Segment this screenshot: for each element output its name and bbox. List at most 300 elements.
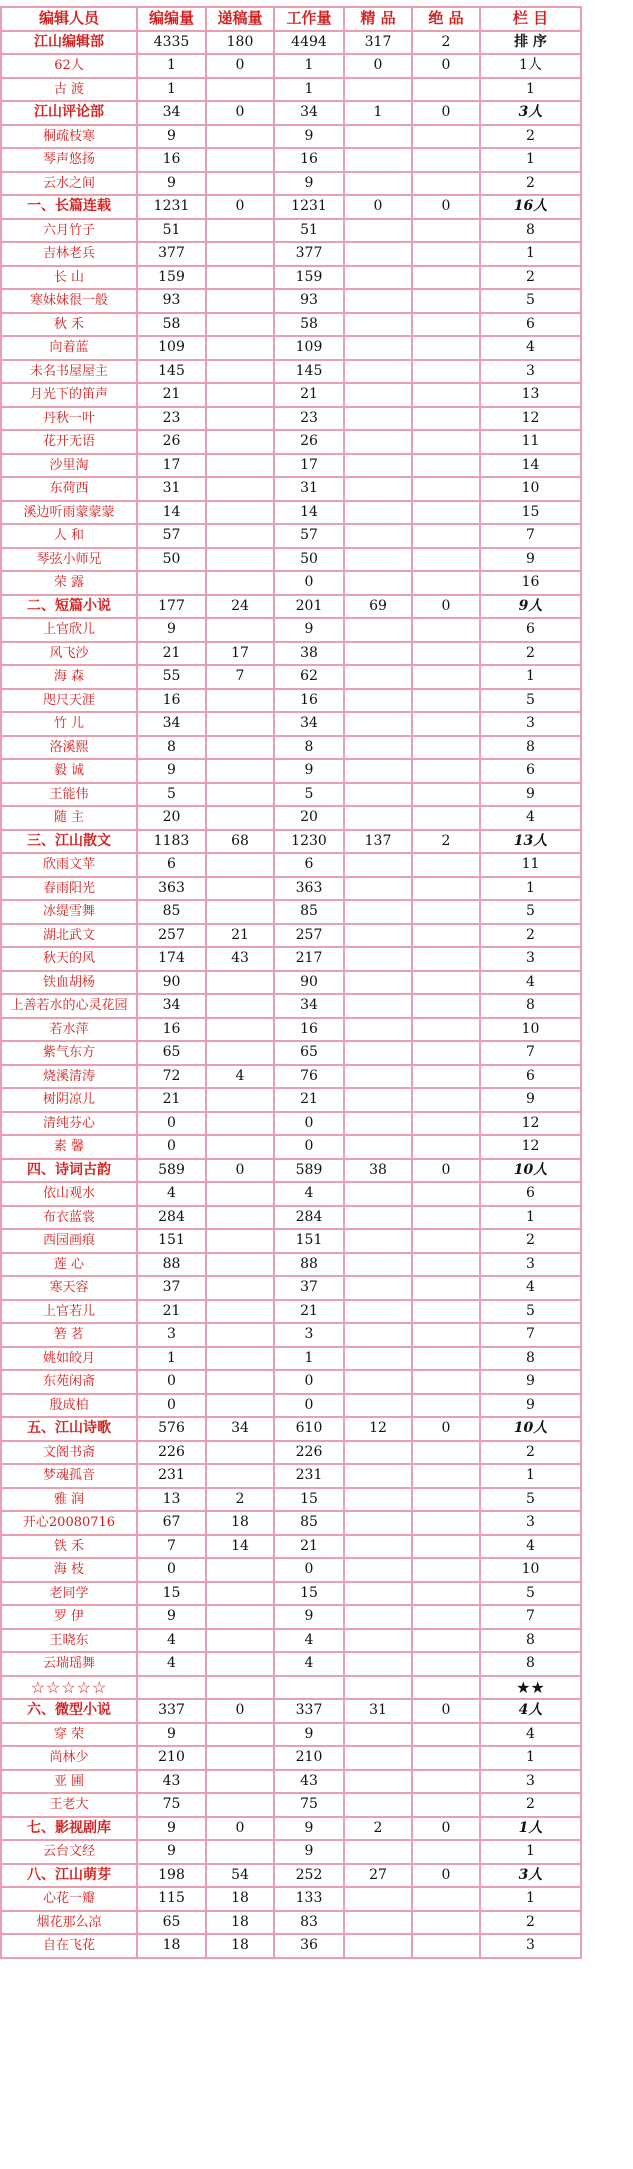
section-row [1,1417,581,1441]
excellent-count-cell [412,1582,480,1606]
table-row [1,783,581,807]
name-cell: 琴弦小师兄 [1,548,137,572]
workload-cell: 9 [274,172,344,196]
table-row [1,736,581,760]
workload-cell: 1 [274,78,344,102]
rank-cell: 5 [480,1300,581,1324]
fine-count-cell [344,1041,412,1065]
workload-cell: 226 [274,1441,344,1465]
table-row [1,971,581,995]
workload-cell [274,1676,344,1700]
fine-count-cell [344,1605,412,1629]
excellent-count-cell [412,219,480,243]
edited-count-cell: 31 [137,477,206,501]
edited-count-cell: 8 [137,736,206,760]
rank-cell: 1 [480,242,581,266]
submitted-count-cell: 0 [206,1159,274,1183]
rank-cell: 4 [480,971,581,995]
name-cell: 烧溪清涛 [1,1065,137,1089]
excellent-count-cell [412,289,480,313]
name-cell: 溪边听雨蒙蒙蒙 [1,501,137,525]
edited-count-cell: 21 [137,383,206,407]
excellent-count-cell [412,1206,480,1230]
excellent-count-cell [412,1041,480,1065]
excellent-count-cell [412,501,480,525]
edited-count-cell: 67 [137,1511,206,1535]
section-row [1,830,581,854]
excellent-count-cell: 0 [412,101,480,125]
divider-row [1,1676,581,1700]
table-row [1,1300,581,1324]
name-cell: 五、江山诗歌 [1,1417,137,1441]
name-cell: 东苑闲斋 [1,1370,137,1394]
excellent-count-cell [412,971,480,995]
header-row [1,7,581,31]
excellent-count-cell [412,407,480,431]
fine-count-cell [344,712,412,736]
edited-count-cell [137,571,206,595]
name-cell: 秋天的风 [1,947,137,971]
edited-count-cell: 4335 [137,31,206,55]
excellent-count-cell [412,172,480,196]
excellent-count-cell [412,1676,480,1700]
edited-count-cell: 13 [137,1488,206,1512]
submitted-count-cell [206,289,274,313]
edited-count-cell: 589 [137,1159,206,1183]
excellent-count-cell [412,900,480,924]
workload-cell: 159 [274,266,344,290]
fine-count-cell [344,736,412,760]
table-row [1,1182,581,1206]
table-row [1,172,581,196]
rank-cell: 6 [480,1065,581,1089]
name-cell: 春雨阳光 [1,877,137,901]
fine-count-cell [344,78,412,102]
fine-count-cell [344,1300,412,1324]
fine-count-cell [344,125,412,149]
name-cell: 四、诗词古韵 [1,1159,137,1183]
table-row [1,1065,581,1089]
fine-count-cell: 69 [344,595,412,619]
excellent-count-cell [412,1394,480,1418]
name-cell: 文阁书斋 [1,1441,137,1465]
fine-count-cell [344,759,412,783]
fine-count-cell [344,1229,412,1253]
submitted-count-cell [206,1370,274,1394]
submitted-count-cell: 4 [206,1065,274,1089]
table-body [1,7,581,1958]
fine-count-cell [344,947,412,971]
workload-cell: 21 [274,1300,344,1324]
edited-count-cell: 88 [137,1253,206,1277]
edited-count-cell: 57 [137,524,206,548]
workload-cell: 16 [274,1018,344,1042]
edited-count-cell: 65 [137,1911,206,1935]
rank-cell: 8 [480,1652,581,1676]
submitted-count-cell: 68 [206,830,274,854]
table-row [1,571,581,595]
table-row [1,266,581,290]
table-row [1,1723,581,1747]
fine-count-cell [344,1276,412,1300]
workload-cell: 257 [274,924,344,948]
excellent-count-cell [412,1652,480,1676]
edited-count-cell: 9 [137,125,206,149]
submitted-count-cell [206,1840,274,1864]
excellent-count-cell [412,1793,480,1817]
edited-count-cell: 51 [137,219,206,243]
rank-cell: 7 [480,524,581,548]
rank-cell: 11 [480,430,581,454]
workload-cell: 38 [274,642,344,666]
excellent-count-cell [412,1746,480,1770]
workload-cell: 58 [274,313,344,337]
header-cell: 工作量 [274,7,344,31]
submitted-count-cell [206,1793,274,1817]
name-cell: 穿 荣 [1,1723,137,1747]
name-cell: 吉林老兵 [1,242,137,266]
excellent-count-cell [412,1887,480,1911]
table-row [1,853,581,877]
excellent-count-cell [412,571,480,595]
edited-count-cell: 1 [137,54,206,78]
fine-count-cell [344,430,412,454]
edited-count-cell: 4 [137,1182,206,1206]
workload-cell: 31 [274,477,344,501]
excellent-count-cell [412,1065,480,1089]
fine-count-cell [344,783,412,807]
excellent-count-cell: 2 [412,31,480,55]
fine-count-cell [344,477,412,501]
table-row [1,1041,581,1065]
rank-cell: 5 [480,1488,581,1512]
name-cell: 王老大 [1,1793,137,1817]
rank-cell: 3 [480,947,581,971]
name-cell: 沙里淘 [1,454,137,478]
fine-count-cell: 137 [344,830,412,854]
excellent-count-cell: 0 [412,1817,480,1841]
submitted-count-cell: 180 [206,31,274,55]
excellent-count-cell [412,1253,480,1277]
submitted-count-cell [206,712,274,736]
fine-count-cell [344,548,412,572]
submitted-count-cell [206,618,274,642]
table-row [1,642,581,666]
table-row [1,1370,581,1394]
section-row [1,101,581,125]
table-row [1,1770,581,1794]
table-row [1,242,581,266]
workload-cell: 62 [274,665,344,689]
workload-cell: 377 [274,242,344,266]
submitted-count-cell [206,1323,274,1347]
table-row [1,1464,581,1488]
excellent-count-cell [412,1911,480,1935]
edited-count-cell: 26 [137,430,206,454]
fine-count-cell [344,1182,412,1206]
edited-count-cell: 284 [137,1206,206,1230]
rank-cell: 10 [480,1018,581,1042]
submitted-count-cell: 43 [206,947,274,971]
rank-cell: 12 [480,1135,581,1159]
fine-count-cell: 2 [344,1817,412,1841]
table-row [1,524,581,548]
rank-cell: 11 [480,853,581,877]
excellent-count-cell [412,665,480,689]
name-cell: 东荷西 [1,477,137,501]
name-cell: 咫尺天涯 [1,689,137,713]
excellent-count-cell [412,383,480,407]
edited-count-cell: 16 [137,689,206,713]
rank-cell: 6 [480,618,581,642]
rank-cell: 2 [480,1793,581,1817]
excellent-count-cell [412,1135,480,1159]
rank-cell: 1 [480,1464,581,1488]
excellent-count-cell [412,242,480,266]
workload-cell: 145 [274,360,344,384]
name-cell: 花开无语 [1,430,137,454]
excellent-count-cell [412,1229,480,1253]
submitted-count-cell: 18 [206,1911,274,1935]
submitted-count-cell [206,1394,274,1418]
excellent-count-cell [412,1347,480,1371]
submitted-count-cell: 14 [206,1535,274,1559]
table-row [1,689,581,713]
fine-count-cell [344,1488,412,1512]
fine-count-cell [344,1018,412,1042]
fine-count-cell [344,1347,412,1371]
name-cell: 江山编辑部 [1,31,137,55]
fine-count-cell [344,1464,412,1488]
workload-cell: 589 [274,1159,344,1183]
submitted-count-cell [206,1206,274,1230]
edited-count-cell: 21 [137,1088,206,1112]
table-row [1,1840,581,1864]
submitted-count-cell [206,1770,274,1794]
edited-count-cell: 9 [137,1817,206,1841]
name-cell: 若水萍 [1,1018,137,1042]
submitted-count-cell [206,1112,274,1136]
submitted-count-cell [206,148,274,172]
edited-count-cell: 0 [137,1558,206,1582]
staff-stats-table [0,6,582,1959]
rank-cell: 9 [480,1088,581,1112]
workload-cell: 201 [274,595,344,619]
name-cell: 箬 茗 [1,1323,137,1347]
table-row [1,1488,581,1512]
fine-count-cell [344,1793,412,1817]
header-cell: 递稿量 [206,7,274,31]
submitted-count-cell [206,242,274,266]
rank-cell: 6 [480,759,581,783]
rank-cell: 3 [480,1511,581,1535]
submitted-count-cell [206,1629,274,1653]
excellent-count-cell [412,994,480,1018]
submitted-count-cell [206,383,274,407]
workload-cell: 4 [274,1629,344,1653]
excellent-count-cell [412,1723,480,1747]
name-cell: 上官欣儿 [1,618,137,642]
fine-count-cell: 12 [344,1417,412,1441]
rank-cell: 3人 [480,1864,581,1888]
edited-count-cell: 4 [137,1652,206,1676]
fine-count-cell [344,1088,412,1112]
workload-cell: 83 [274,1911,344,1935]
edited-count-cell: 34 [137,994,206,1018]
workload-cell: 34 [274,994,344,1018]
name-cell: 心花一瓣 [1,1887,137,1911]
submitted-count-cell [206,806,274,830]
edited-count-cell: 363 [137,877,206,901]
edited-count-cell: 14 [137,501,206,525]
fine-count-cell [344,1629,412,1653]
excellent-count-cell [412,1840,480,1864]
rank-cell: 16 [480,571,581,595]
edited-count-cell: 9 [137,1723,206,1747]
edited-count-cell: 0 [137,1394,206,1418]
excellent-count-cell [412,759,480,783]
excellent-count-cell [412,689,480,713]
submitted-count-cell [206,900,274,924]
excellent-count-cell [412,1112,480,1136]
submitted-count-cell [206,1253,274,1277]
excellent-count-cell [412,1300,480,1324]
workload-cell: 50 [274,548,344,572]
edited-count-cell: 151 [137,1229,206,1253]
edited-count-cell: 145 [137,360,206,384]
fine-count-cell: 0 [344,195,412,219]
workload-cell: 85 [274,1511,344,1535]
workload-cell: 16 [274,148,344,172]
table-row [1,618,581,642]
workload-cell: 90 [274,971,344,995]
fine-count-cell: 31 [344,1699,412,1723]
submitted-count-cell [206,407,274,431]
fine-count-cell [344,900,412,924]
table-row [1,1088,581,1112]
name-cell: 随 主 [1,806,137,830]
submitted-count-cell [206,1347,274,1371]
submitted-count-cell [206,430,274,454]
rank-cell: 12 [480,407,581,431]
submitted-count-cell [206,759,274,783]
edited-count-cell: 377 [137,242,206,266]
rank-cell: 5 [480,689,581,713]
name-cell: 王晓东 [1,1629,137,1653]
table-row [1,1793,581,1817]
submitted-count-cell [206,1558,274,1582]
submitted-count-cell [206,1582,274,1606]
fine-count-cell [344,289,412,313]
fine-count-cell [344,571,412,595]
table-row [1,877,581,901]
edited-count-cell: 34 [137,712,206,736]
edited-count-cell: 17 [137,454,206,478]
section-row [1,1699,581,1723]
submitted-count-cell [206,971,274,995]
excellent-count-cell [412,1182,480,1206]
header-cell: 栏 目 [480,7,581,31]
fine-count-cell [344,1065,412,1089]
rank-cell: 1 [480,665,581,689]
rank-cell: 9人 [480,595,581,619]
fine-count-cell [344,1582,412,1606]
table-row [1,407,581,431]
edited-count-cell: 16 [137,148,206,172]
edited-count-cell: 85 [137,900,206,924]
fine-count-cell [344,1370,412,1394]
rank-cell: 1 [480,1746,581,1770]
submitted-count-cell [206,1041,274,1065]
excellent-count-cell [412,1323,480,1347]
workload-cell: 363 [274,877,344,901]
workload-cell: 23 [274,407,344,431]
submitted-count-cell [206,1088,274,1112]
excellent-count-cell [412,1629,480,1653]
fine-count-cell [344,1746,412,1770]
edited-count-cell: 9 [137,1605,206,1629]
rank-cell: 3 [480,1253,581,1277]
name-cell: 长 山 [1,266,137,290]
edited-count-cell: 0 [137,1370,206,1394]
excellent-count-cell [412,125,480,149]
name-cell: 树阴凉儿 [1,1088,137,1112]
table-row [1,1394,581,1418]
excellent-count-cell [412,266,480,290]
workload-cell: 14 [274,501,344,525]
excellent-count-cell [412,1464,480,1488]
rank-cell: 16人 [480,195,581,219]
name-cell: 湖北武文 [1,924,137,948]
table-row [1,665,581,689]
table-row [1,900,581,924]
edited-count-cell: 4 [137,1629,206,1653]
workload-cell: 3 [274,1323,344,1347]
edited-count-cell: 72 [137,1065,206,1089]
name-cell: 云台文经 [1,1840,137,1864]
edited-count-cell: 20 [137,806,206,830]
fine-count-cell [344,524,412,548]
workload-cell: 210 [274,1746,344,1770]
excellent-count-cell [412,1535,480,1559]
header-cell: 绝 品 [412,7,480,31]
workload-cell: 337 [274,1699,344,1723]
edited-count-cell: 9 [137,172,206,196]
table-row [1,1112,581,1136]
header-cell: 编编量 [137,7,206,31]
fine-count-cell [344,242,412,266]
table-row [1,1605,581,1629]
workload-cell: 21 [274,1088,344,1112]
fine-count-cell: 38 [344,1159,412,1183]
name-cell: 七、影视剧库 [1,1817,137,1841]
submitted-count-cell: 34 [206,1417,274,1441]
workload-cell: 9 [274,1817,344,1841]
table-row [1,1253,581,1277]
workload-cell: 75 [274,1793,344,1817]
edited-count-cell: 231 [137,1464,206,1488]
fine-count-cell [344,1652,412,1676]
workload-cell: 9 [274,1605,344,1629]
submitted-count-cell: 0 [206,101,274,125]
section-row [1,31,581,55]
edited-count-cell [137,1676,206,1700]
fine-count-cell [344,360,412,384]
edited-count-cell: 93 [137,289,206,313]
edited-count-cell: 65 [137,1041,206,1065]
fine-count-cell [344,853,412,877]
excellent-count-cell [412,853,480,877]
